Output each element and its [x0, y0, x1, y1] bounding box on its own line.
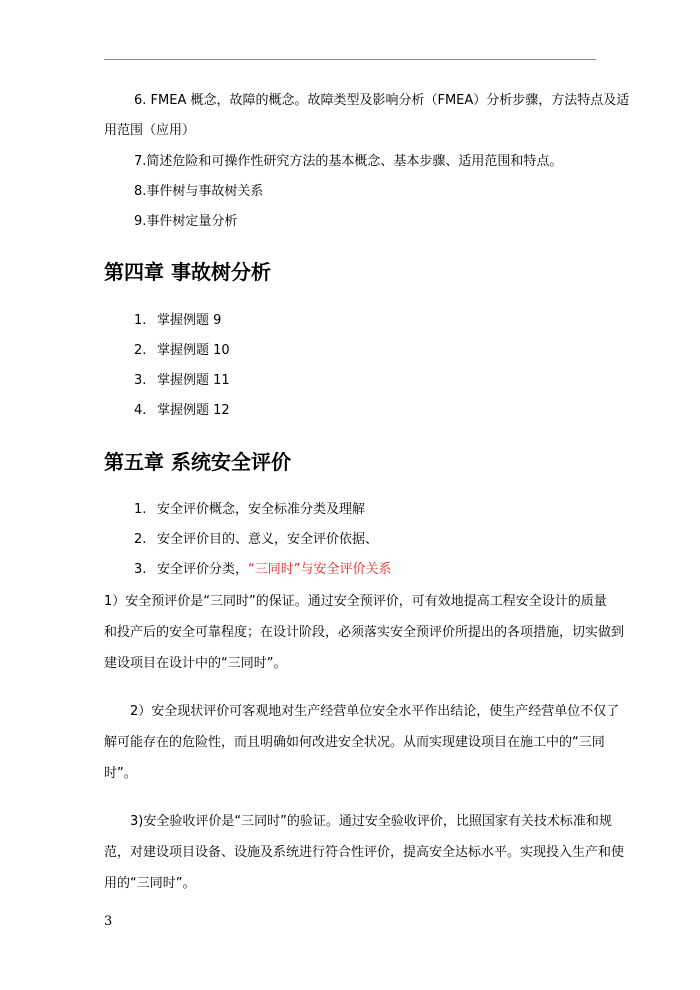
ch5-item-3 [157, 563, 392, 577]
list-item-8: 8.事件树与事故树关系 [134, 184, 264, 199]
para-3-line-2: 范，对建设项目设备、设施及系统进行符合性评价，提高安全达标水平。实现投入生产和使 [104, 845, 625, 860]
para-2-line-1: 2）安全现状评价可客观地对生产经营单位安全水平作出结论，使生产经营单位不仅了 [130, 704, 620, 719]
chapter-5-title: 第五章 系统安全评价 [104, 450, 291, 474]
ch5-item-3-text: 安全评价分类， [157, 562, 249, 577]
ch5-item-2-num: 2. [134, 532, 147, 547]
ch5-item-3-highlight: “三同时”与安全评价关系 [248, 562, 392, 577]
ch4-item-2-num: 2. [134, 343, 147, 358]
ch5-item-1: 安全评价概念，安全标准分类及理解 [157, 502, 366, 517]
para-1-line-2: 和投产后的安全可靠程度；在设计阶段，必须落实安全预评价所提出的各项措施，切实做到 [104, 625, 625, 640]
list-item-9: 9.事件树定量分析 [134, 214, 238, 229]
chapter-4-title: 第四章 事故树分析 [104, 260, 271, 284]
list-item-6-line1: 6. FMEA 概念，故障的概念。故障类型及影响分析（FMEA）分析步骤，方法特点及适 [134, 93, 630, 108]
header-rule [104, 59, 596, 60]
page-number: 3 [104, 914, 113, 929]
ch5-item-1-num: 1. [134, 502, 147, 517]
para-1-line-1: 1）安全预评价是“三同时”的保证。通过安全预评价，可有效地提高工程安全设计的质量 [104, 594, 607, 609]
ch5-item-3-num: 3. [134, 562, 147, 577]
ch5-item-2: 安全评价目的、意义，安全评价依据、 [157, 532, 379, 547]
para-2-line-3: 时”。 [104, 766, 137, 781]
para-1-line-3: 建设项目在设计中的“三同时”。 [104, 656, 287, 671]
ch4-item-3: 掌握例题 11 [157, 373, 230, 388]
list-item-7: 7.简述危险和可操作性研究方法的基本概念、基本步骤、适用范围和特点。 [134, 154, 563, 169]
ch4-item-1: 掌握例题 9 [157, 313, 222, 328]
para-3-line-1: 3)安全验收评价是“三同时”的验证。通过安全验收评价，比照国家有关技术标准和规 [130, 814, 612, 829]
para-3-line-3: 用的“三同时”。 [104, 876, 196, 891]
ch4-item-2: 掌握例题 10 [157, 343, 230, 358]
ch4-item-4: 掌握例题 12 [157, 403, 230, 418]
ch4-item-4-num: 4. [134, 403, 147, 418]
ch4-item-1-num: 1. [134, 313, 147, 328]
para-2-line-2: 解可能存在的危险性，而且明确如何改进安全状况。从而实现建设项目在施工中的“三同 [104, 735, 605, 750]
list-item-6-line2: 用范围（应用） [104, 123, 196, 138]
ch4-item-3-num: 3. [134, 373, 147, 388]
